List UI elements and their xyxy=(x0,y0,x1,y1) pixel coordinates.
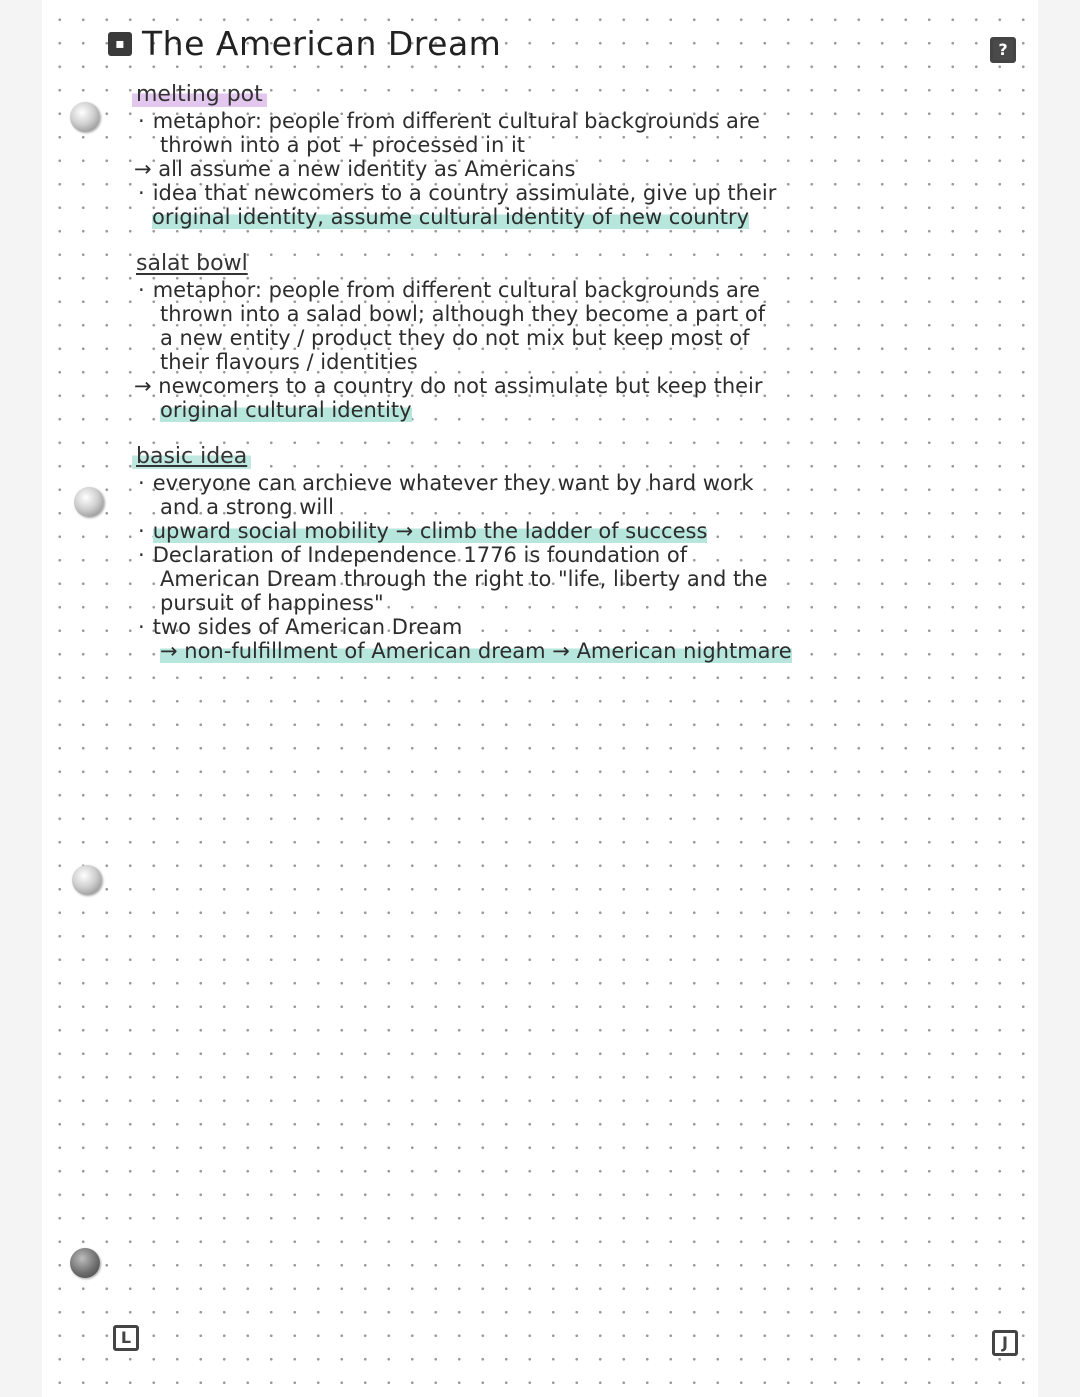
binder-hole xyxy=(74,487,104,517)
note-line: thrown into a salad bowl; although they become a part of xyxy=(160,302,766,326)
notes-content xyxy=(130,82,950,685)
note-line: their flavours / identities xyxy=(160,350,418,374)
section-heading: basic idea xyxy=(132,444,251,469)
note-line: thrown into a pot + processed in it xyxy=(160,133,526,157)
section-body xyxy=(134,278,950,422)
note-line: → all assume a new identity as Americans xyxy=(134,157,576,181)
title-area xyxy=(108,24,501,63)
page-corner-marker-icon: L xyxy=(113,1325,139,1351)
binder-hole xyxy=(70,1248,100,1278)
binder-hole xyxy=(70,102,100,132)
highlighted-text: original identity, assume cultural identity of new country xyxy=(152,205,750,229)
note-line: American Dream through the right to "life, liberty and the xyxy=(160,567,768,591)
section-melting-pot xyxy=(130,82,950,229)
note-line xyxy=(152,205,950,229)
binder-hole xyxy=(72,865,102,895)
title-square-icon: ▪ xyxy=(108,32,132,56)
note-line: · idea that newcomers to a country assimulate, give up their xyxy=(152,181,950,205)
note-line: · metaphor: people from different cultural backgrounds are xyxy=(152,109,950,133)
note-line: · metaphor: people from different cultural backgrounds are xyxy=(152,278,950,302)
note-line: a new entity / product they do not mix but keep most of xyxy=(160,326,750,350)
section-body xyxy=(152,471,950,663)
note-line xyxy=(152,519,950,543)
page-title: The American Dream xyxy=(142,24,502,63)
note-line: → newcomers to a country do not assimulate but keep their xyxy=(134,374,763,398)
highlighted-text: upward social mobility → climb the ladder of success xyxy=(152,519,708,543)
section-heading: melting pot xyxy=(132,82,267,107)
note-line xyxy=(152,639,950,663)
section-heading: salat bowl xyxy=(136,251,248,276)
note-line: · Declaration of Independence 1776 is foundation of xyxy=(152,543,950,567)
note-line: and a strong will xyxy=(160,495,334,519)
note-line: pursuit of happiness" xyxy=(160,591,384,615)
page-corner-marker-icon: ? xyxy=(990,37,1016,63)
page-corner-marker-icon: J xyxy=(992,1330,1018,1356)
note-line: · two sides of American Dream xyxy=(152,615,950,639)
section-basic-idea xyxy=(130,444,950,663)
section-salad-bowl xyxy=(130,251,950,422)
highlighted-text: original cultural identity xyxy=(160,398,412,422)
note-line: · everyone can archieve whatever they want by hard work xyxy=(152,471,950,495)
highlighted-text: → non-fulfillment of American dream → American nightmare xyxy=(160,639,792,663)
note-line xyxy=(152,398,950,422)
section-body xyxy=(134,109,950,229)
